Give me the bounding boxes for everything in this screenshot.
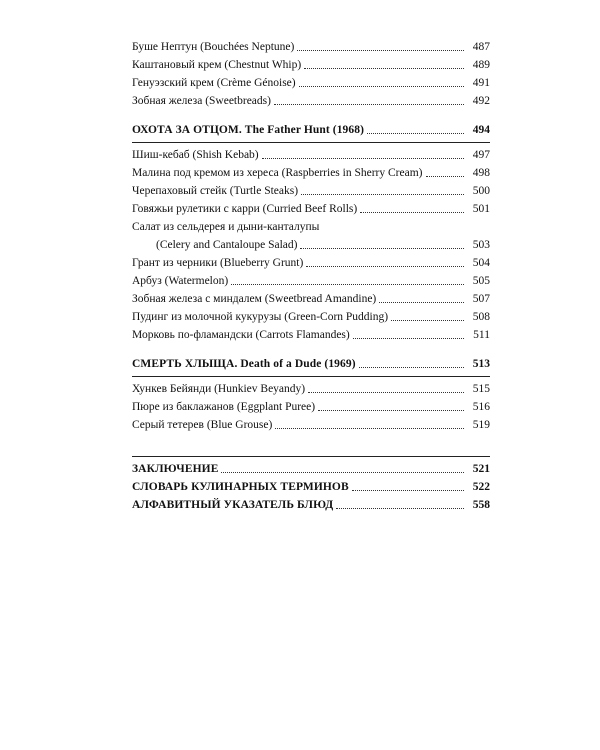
toc-entry-title: Зобная железа (Sweetbreads) [132,95,271,107]
toc-entry-page: 487 [472,41,490,53]
toc-entry-title: Хункев Бейянди (Hunkiev Beyandy) [132,383,306,395]
toc-entry-title: Пудинг из молочной кукурузы (Green-Corn Pudding) [132,311,389,323]
toc-entry-page: 500 [472,185,490,197]
toc-entry-title: Зобная железа с миндалем (Sweetbread Amandine) [132,293,377,305]
toc-entry-title: Грант из черники (Blueberry Grunt) [132,257,304,269]
section-title: ЗАКЛЮЧЕНИЕ [132,463,219,475]
dot-leader [367,133,464,134]
section-title: СЛОВАРЬ КУЛИНАРНЫХ ТЕРМИНОВ [132,481,349,493]
dot-leader [352,490,464,491]
toc-entry [132,274,490,288]
dot-leader [353,338,464,339]
toc-entry-title: Буше Нептун (Bouchées Neptune) [132,41,295,53]
toc-entry-title: Каштановый крем (Chestnut Whip) [132,59,302,71]
toc-section-heading [132,480,490,494]
toc-entry [132,382,490,396]
toc-entry [132,418,490,432]
dot-leader [275,428,464,429]
toc-section-heading [132,462,490,476]
toc-entry-page: 504 [472,257,490,269]
dot-leader [231,284,464,285]
section-page: 521 [472,463,490,475]
section-page: 522 [472,481,490,493]
dot-leader [318,410,464,411]
dot-leader [336,508,464,509]
toc-entry-page: 489 [472,59,490,71]
toc-entry [132,400,490,414]
toc-entry [132,310,490,324]
toc-entry-title: Серый тетерев (Blue Grouse) [132,419,273,431]
toc-entry-title: Черепаховый стейк (Turtle Steaks) [132,185,299,197]
table-of-contents [132,40,490,512]
toc-entry-page: 501 [472,203,490,215]
section-page: 513 [472,358,490,370]
toc-entry-page: 498 [472,167,490,179]
toc-entry [132,328,490,342]
dot-leader [359,367,464,368]
toc-entry-page: 508 [472,311,490,323]
dot-leader [304,68,464,69]
toc-section-heading [132,357,490,371]
toc-entry-page: 507 [472,293,490,305]
dot-leader [391,320,464,321]
dot-leader [299,86,464,87]
toc-entry-title-line1: Салат из сельдерея и дыни-канталупы [132,221,320,233]
toc-entry-title: Морковь по-фламандски (Carrots Flamandes) [132,329,350,341]
toc-entry-page: 491 [472,77,490,89]
toc-entry [132,184,490,198]
toc-entry-title: Малина под кремом из хереса (Raspberries in Sherry Cream) [132,167,423,179]
toc-section-heading [132,123,490,137]
toc-entry-title-line2: (Celery and Cantaloupe Salad) [156,239,298,251]
toc-entry [132,166,490,180]
section-title: АЛФАВИТНЫЙ УКАЗАТЕЛЬ БЛЮД [132,499,334,511]
dot-leader [274,104,464,105]
dot-leader [306,266,464,267]
toc-entry [132,292,490,306]
toc-entry [132,256,490,270]
dot-leader [379,302,464,303]
section-page: 494 [472,124,490,136]
toc-entry-title: Говяжьи рулетики с карри (Curried Beef Rolls) [132,203,358,215]
toc-entry [132,202,490,216]
toc-entry [132,94,490,108]
section-divider [132,456,490,457]
section-title: ОХОТА ЗА ОТЦОМ. The Father Hunt (1968) [132,124,365,136]
dot-leader [426,176,465,177]
toc-entry-page: 515 [472,383,490,395]
dot-leader [262,158,464,159]
toc-entry-page: 497 [472,149,490,161]
toc-entry-page: 492 [472,95,490,107]
dot-leader [297,50,464,51]
toc-entry-page: 511 [473,329,490,341]
dot-leader [360,212,464,213]
toc-entry-page: 505 [472,275,490,287]
dot-leader [300,248,464,249]
toc-entry [132,40,490,54]
section-page: 558 [472,499,490,511]
toc-entry [132,148,490,162]
toc-entry-page: 503 [472,239,490,251]
toc-entry-page: 519 [472,419,490,431]
section-divider [132,376,490,377]
toc-entry-title: Пюре из баклажанов (Eggplant Puree) [132,401,316,413]
toc-entry-title: Шиш-кебаб (Shish Kebab) [132,149,259,161]
dot-leader [221,472,464,473]
toc-entry [132,58,490,72]
section-divider [132,142,490,143]
dot-leader [308,392,464,393]
toc-section-heading [132,498,490,512]
toc-entry [132,76,490,90]
toc-entry-page: 516 [472,401,490,413]
section-title: СМЕРТЬ ХЛЫЩА. Death of a Dude (1969) [132,358,356,370]
toc-entry [132,238,490,252]
toc-entry-title: Генуэзский крем (Crème Génoise) [132,77,296,89]
dot-leader [301,194,464,195]
toc-entry-title: Арбуз (Watermelon) [132,275,229,287]
